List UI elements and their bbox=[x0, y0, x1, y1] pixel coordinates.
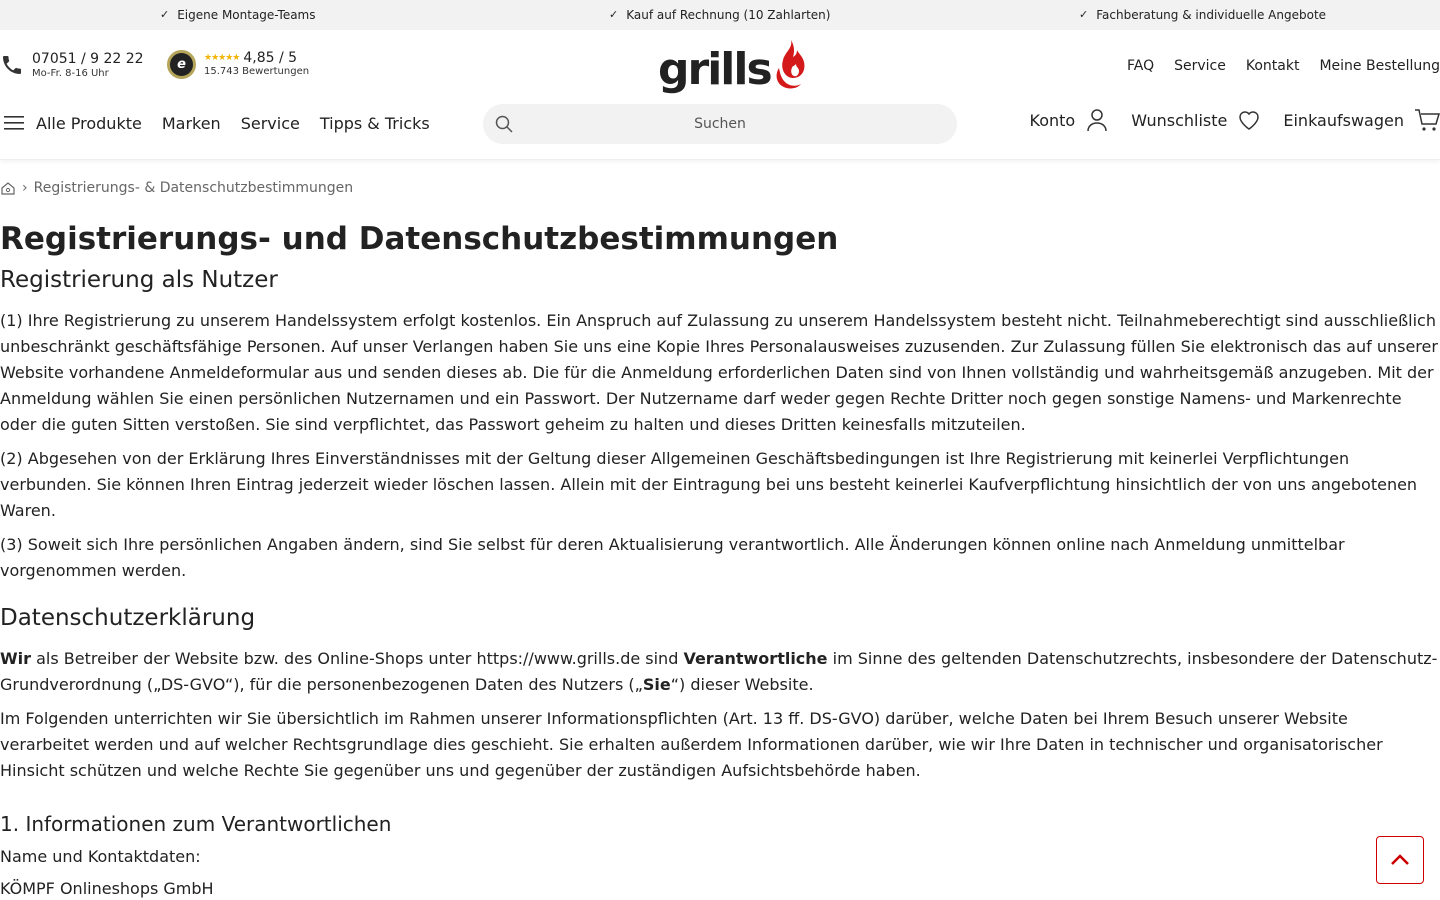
rating-count: 15.743 Bewertungen bbox=[204, 66, 310, 77]
usp-text: Kauf auf Rechnung (10 Zahlarten) bbox=[626, 8, 831, 22]
section-privacy-title: Datenschutzerklärung bbox=[0, 605, 256, 631]
nav-tipps-tricks[interactable]: Tipps & Tricks bbox=[319, 114, 430, 133]
usp-text: Eigene Montage-Teams bbox=[177, 8, 316, 22]
breadcrumb-current[interactable]: Registrierungs- & Datenschutzbestimmungen bbox=[33, 180, 354, 196]
header-top bbox=[0, 30, 1440, 102]
breadcrumb-separator: › bbox=[22, 180, 28, 196]
paragraph: (1) Ihre Registrierung zu unserem Handelssystem erfolgt kostenlos. Ein Anspruch auf Zulassung zu unserem Handelssystem besteht nicht. Teilnahmeberechtigt sind ausschließlich unbeschränkt geschäftsfähige Personen. Auf unser Verlangen haben Sie uns eine Kopie Ihres Personalausweises zuzusenden. Zur Zulassung füllen Sie elektronisch das auf unserer Website vorhandene Anmeldeformular aus und senden dieses ab. Die für die Anmeldung erforderlichen Daten sind von Ihnen vollständig und wahrheitsgemäß anzugeben. Mit der Anmeldung wählen Sie einen persönlichen Nutzernamen und ein Passwort. Der Nutzername darf weder gegen Rechte Dritter noch gegen sonstige Namens- und Markenrechte oder die guten Sitten verstoßen. Sie sind verpflichtet, das Passwort geheim zu halten und dieses Dritten keinesfalls mitzuteilen. bbox=[0, 311, 1438, 434]
home-icon[interactable] bbox=[0, 180, 16, 196]
page-title: Registrierungs- und Datenschutzbestimmungen bbox=[0, 221, 839, 257]
check-icon: ✓ bbox=[160, 8, 170, 21]
text: als Betreiber der Website bzw. des Online-Shops unter https://www.grills.de sind bbox=[31, 649, 684, 668]
link-faq[interactable]: FAQ bbox=[1126, 58, 1155, 74]
rating-stars-icon: ★★★★★ bbox=[204, 53, 240, 63]
user-icon bbox=[1085, 108, 1109, 132]
usp-item bbox=[160, 8, 316, 22]
bold-text: Wir bbox=[0, 649, 32, 668]
breadcrumb bbox=[0, 180, 353, 196]
link-kontakt[interactable]: Kontakt bbox=[1245, 58, 1300, 74]
account-button[interactable] bbox=[1030, 108, 1110, 132]
text: “) dieser Website. bbox=[670, 675, 814, 694]
section-registration-title: Registrierung als Nutzer bbox=[0, 267, 278, 293]
nav-links bbox=[36, 114, 430, 133]
search-input[interactable] bbox=[483, 104, 957, 144]
text: im Sinne des geltenden Datenschutzrechts, insbesondere der Datenschutz-Grundverordnung („DS-GVO“), für die personenbezogenen Daten des Nutzers („ bbox=[0, 649, 1438, 694]
paragraph: KÖMPF Onlineshops GmbH bbox=[0, 879, 214, 898]
cart-button[interactable] bbox=[1283, 108, 1440, 132]
wishlist-label: Wunschliste bbox=[1131, 110, 1228, 130]
account-links bbox=[1030, 108, 1440, 132]
usp-item bbox=[1079, 8, 1326, 22]
nav-marken[interactable]: Marken bbox=[161, 114, 221, 133]
check-icon: ✓ bbox=[1079, 8, 1089, 21]
paragraph: (2) Abgesehen von der Erklärung Ihres Einverständnisses mit der Geltung dieser Allgemeinen Geschäftsbedingungen ist Ihre Registrierung mit keinerlei Verpflichtungen verbunden. Sie können Ihren Eintrag jederzeit wieder löschen lassen. Allein mit der Eintragung bei uns besteht keinerlei Kaufverpflichtung hinsichtlich der von uns angebotenen Waren. bbox=[0, 449, 1418, 520]
cart-label: Einkaufswagen bbox=[1283, 110, 1404, 130]
search-placeholder: Suchen bbox=[694, 116, 746, 132]
chevron-up-icon bbox=[1390, 853, 1410, 867]
trusted-shops-rating[interactable] bbox=[167, 50, 309, 79]
usp-bar bbox=[0, 0, 1440, 30]
logo-text: grills bbox=[658, 44, 771, 95]
phone-icon bbox=[0, 53, 24, 77]
heart-icon bbox=[1237, 108, 1261, 132]
cart-icon bbox=[1414, 108, 1440, 132]
bold-text: Sie bbox=[642, 675, 671, 694]
rating-score: 4,85 / 5 bbox=[243, 50, 298, 66]
phone-contact[interactable] bbox=[0, 50, 144, 80]
usp-item bbox=[609, 8, 830, 22]
bold-text: Verantwortliche bbox=[683, 649, 828, 668]
phone-number[interactable]: 07051 / 9 22 22 bbox=[32, 51, 144, 67]
main-nav bbox=[0, 102, 1440, 160]
paragraph: (3) Soweit sich Ihre persönlichen Angaben ändern, sind Sie selbst für deren Aktualisierung verantwortlich. Alle Änderungen können online nach Anmeldung unmittelbar vorgenommen werden. bbox=[0, 535, 1345, 580]
trusted-shops-badge-icon: e bbox=[167, 50, 196, 79]
menu-icon[interactable] bbox=[4, 113, 24, 133]
paragraph: Im Folgenden unterrichten wir Sie übersichtlich im Rahmen unserer Informationspflichten (Art. 13 ff. DS-GVO) darüber, welche Daten bei Ihrem Besuch unserer Website verarbeitet werden und auf welcher Rechtsgrundlage dies geschieht. Sie erhalten außerdem Informationen darüber, wie wir Ihre Daten in technischer und organisatorischer Hinsicht schützen und welche Rechte Sie gegenüber uns und gegenüber der zuständigen Aufsichtsbehörde haben. bbox=[0, 709, 1383, 780]
paragraph bbox=[0, 646, 1440, 698]
section-controller-title: 1. Informationen zum Verantwortlichen bbox=[0, 812, 392, 836]
nav-alle-produkte[interactable]: Alle Produkte bbox=[36, 114, 142, 133]
scroll-to-top-button[interactable] bbox=[1376, 836, 1424, 884]
nav-service[interactable]: Service bbox=[240, 114, 300, 133]
link-meine-bestellung[interactable]: Meine Bestellung bbox=[1319, 58, 1440, 74]
top-links bbox=[1127, 58, 1440, 74]
account-label: Konto bbox=[1029, 110, 1076, 130]
page-content bbox=[0, 218, 1440, 900]
check-icon: ✓ bbox=[609, 8, 619, 21]
wishlist-button[interactable] bbox=[1131, 108, 1261, 132]
paragraph: Name und Kontaktdaten: bbox=[0, 847, 201, 866]
grills-logo[interactable] bbox=[658, 38, 811, 94]
link-service[interactable]: Service bbox=[1174, 58, 1226, 74]
flame-icon bbox=[769, 38, 811, 94]
usp-text: Fachberatung & individuelle Angebote bbox=[1096, 8, 1327, 22]
phone-hours: Mo-Fr. 8-16 Uhr bbox=[32, 68, 109, 79]
